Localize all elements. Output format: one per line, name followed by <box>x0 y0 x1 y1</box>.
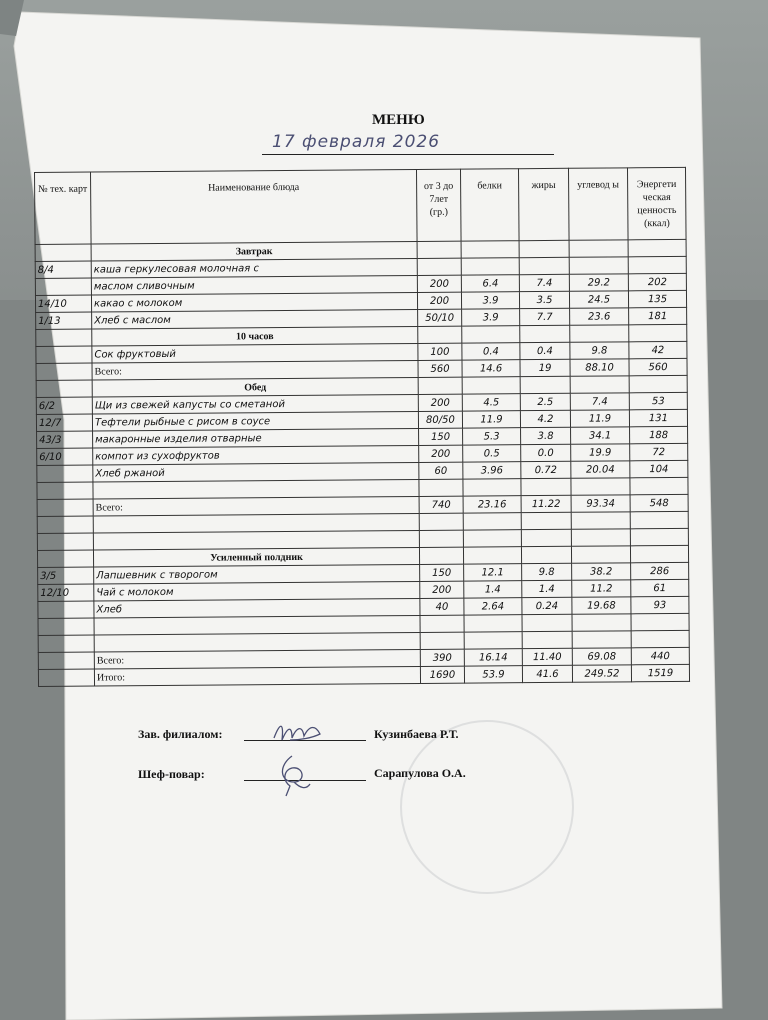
card-number: 12/7 <box>36 414 92 431</box>
total-label: Всего: <box>94 649 420 669</box>
energy-value: 93 <box>631 596 689 613</box>
carbs-value: 7.4 <box>570 393 629 410</box>
empty-cell <box>38 652 94 669</box>
header-energy: Энергети ческая ценность (ккал) <box>627 167 686 239</box>
section-snack: Усиленный полдник <box>93 547 419 567</box>
empty-cell <box>571 512 630 529</box>
empty-cell <box>419 513 463 530</box>
dish-name: Щи из свежей капусты со сметаной <box>92 394 418 414</box>
total-label: Всего: <box>93 496 419 516</box>
empty-cell <box>521 529 571 546</box>
section-ten-oclock: 10 часов <box>92 326 418 346</box>
empty-cell <box>419 547 463 564</box>
energy-value: 61 <box>631 579 689 596</box>
carbs-value: 11.2 <box>572 580 631 597</box>
total-carbs: 69.08 <box>572 648 631 665</box>
chef-name: Сарапулова О.А. <box>374 766 466 780</box>
empty-cell <box>461 241 519 258</box>
empty-cell <box>572 631 631 648</box>
empty-cell <box>571 529 630 546</box>
card-number: 6/10 <box>37 448 93 465</box>
empty-cell <box>631 613 689 630</box>
fat-value: 0.0 <box>521 444 571 461</box>
protein-value: 11.9 <box>462 411 520 428</box>
fat-value <box>519 257 569 274</box>
energy-value: 131 <box>629 409 687 426</box>
empty-cell <box>420 615 464 632</box>
empty-cell <box>630 511 688 528</box>
total-carbs: 88.10 <box>570 359 629 376</box>
portion-value: 200 <box>418 394 462 411</box>
card-number: 1/13 <box>36 312 92 329</box>
page-title: МЕНЮ <box>372 112 425 128</box>
fat-value: 4.2 <box>520 410 570 427</box>
head-signature <box>270 718 330 746</box>
empty-cell <box>571 546 630 563</box>
empty-cell <box>521 478 571 495</box>
empty-cell <box>418 326 462 343</box>
header-fat: жиры <box>518 168 569 240</box>
empty-cell <box>419 479 463 496</box>
fat-value: 0.24 <box>522 597 572 614</box>
card-number <box>38 601 94 618</box>
empty-cell <box>463 479 521 496</box>
empty-cell <box>570 376 629 393</box>
protein-value: 5.3 <box>463 428 521 445</box>
total-protein: 53.9 <box>464 666 522 683</box>
empty-cell <box>36 329 92 346</box>
fat-value: 2.5 <box>520 393 570 410</box>
total-protein: 16.14 <box>464 649 522 666</box>
empty-cell <box>572 614 631 631</box>
total-protein: 14.6 <box>462 360 520 377</box>
empty-cell <box>629 375 687 392</box>
empty-cell <box>37 516 93 533</box>
empty-cell <box>38 618 94 635</box>
energy-value: 202 <box>628 273 686 290</box>
fat-value: 1.4 <box>522 580 572 597</box>
protein-value <box>461 258 519 275</box>
empty-cell <box>36 380 92 397</box>
empty-cell <box>521 546 571 563</box>
portion-value: 100 <box>418 343 462 360</box>
empty-cell <box>629 324 687 341</box>
dish-name: Хлеб с маслом <box>92 309 418 329</box>
energy-value: 181 <box>629 307 687 324</box>
empty-cell <box>522 614 572 631</box>
empty-cell <box>419 530 463 547</box>
energy-value: 53 <box>629 392 687 409</box>
dish-name: маслом сливочным <box>91 275 417 295</box>
head-label: Зав. филиалом: <box>138 727 223 741</box>
energy-value: 42 <box>629 341 687 358</box>
dish-name: Чай с молоком <box>94 581 420 601</box>
total-energy: 1519 <box>631 664 689 681</box>
header-carbs: углевод ы <box>568 168 628 240</box>
energy-value: 188 <box>630 426 688 443</box>
card-number <box>36 346 92 363</box>
menu-table-body <box>35 239 689 686</box>
portion-value <box>417 258 461 275</box>
carbs-value: 29.2 <box>569 274 628 291</box>
section-lunch: Обед <box>92 377 418 397</box>
card-number: 8/4 <box>35 261 91 278</box>
empty-cell <box>630 545 688 562</box>
section-breakfast: Завтрак <box>91 241 417 261</box>
empty-cell <box>38 669 94 686</box>
card-number: 6/2 <box>36 397 92 414</box>
portion-value: 200 <box>417 292 461 309</box>
fat-value: 0.4 <box>520 342 570 359</box>
dish-name: Тефтели рыбные с рисом в соусе <box>92 411 418 431</box>
empty-cell <box>420 632 464 649</box>
total-portion: 560 <box>418 360 462 377</box>
protein-value: 0.4 <box>462 343 520 360</box>
carbs-value: 19.68 <box>572 597 631 614</box>
empty-cell <box>571 478 630 495</box>
protein-value: 2.64 <box>464 598 522 615</box>
total-portion: 740 <box>419 496 463 513</box>
carbs-value: 20.04 <box>571 461 630 478</box>
empty-cell <box>418 377 462 394</box>
carbs-value: 38.2 <box>572 563 631 580</box>
dish-name: каша геркулесовая молочная с <box>91 258 417 278</box>
carbs-value: 24.5 <box>569 291 628 308</box>
header-protein: белки <box>460 169 519 241</box>
empty-cell <box>37 499 93 516</box>
portion-value: 150 <box>419 428 463 445</box>
header-portion: от 3 до 7лет (гр.) <box>416 169 461 241</box>
chef-label: Шеф-повар: <box>138 767 205 781</box>
protein-value: 3.9 <box>461 292 519 309</box>
portion-value: 200 <box>419 445 463 462</box>
card-number: 14/10 <box>35 295 91 312</box>
empty-cell <box>463 547 521 564</box>
empty-cell <box>463 513 521 530</box>
dish-name: компот из сухофруктов <box>93 445 419 465</box>
carbs-value <box>569 257 628 274</box>
portion-value: 200 <box>420 581 464 598</box>
protein-value: 12.1 <box>464 564 522 581</box>
empty-cell <box>37 550 93 567</box>
card-number: 43/3 <box>37 431 93 448</box>
empty-cell <box>462 377 520 394</box>
total-energy: 440 <box>631 647 689 664</box>
card-number <box>35 278 91 295</box>
menu-table <box>34 167 690 687</box>
empty-cell <box>37 482 93 499</box>
fat-value: 3.5 <box>519 291 569 308</box>
empty-cell <box>463 530 521 547</box>
empty-cell <box>417 241 461 258</box>
card-number <box>37 465 93 482</box>
dish-name: макаронные изделия отварные <box>93 428 419 448</box>
total-energy: 548 <box>630 494 688 511</box>
total-fat: 11.40 <box>522 648 572 665</box>
empty-cell <box>570 325 629 342</box>
fat-value: 3.8 <box>521 427 571 444</box>
carbs-value: 9.8 <box>570 342 629 359</box>
dish-name: Хлеб <box>94 598 420 618</box>
card-number: 12/10 <box>38 584 94 601</box>
carbs-value: 19.9 <box>571 444 630 461</box>
portion-value: 60 <box>419 462 463 479</box>
protein-value: 0.5 <box>463 445 521 462</box>
header-dish-name: Наименование блюда <box>91 169 418 244</box>
portion-value: 40 <box>420 598 464 615</box>
dish-name: Сок фруктовый <box>92 343 418 363</box>
date-underline <box>262 154 554 155</box>
energy-value: 286 <box>631 562 689 579</box>
fat-value: 0.72 <box>521 461 571 478</box>
empty-cell <box>630 477 688 494</box>
energy-value <box>628 256 686 273</box>
fat-value: 7.7 <box>520 308 570 325</box>
total-portion: 390 <box>420 649 464 666</box>
empty-cell <box>522 631 572 648</box>
total-label: Итого: <box>94 666 420 686</box>
total-carbs: 249.52 <box>572 665 631 682</box>
carbs-value: 34.1 <box>571 427 630 444</box>
energy-value: 135 <box>628 290 686 307</box>
carbs-value: 23.6 <box>570 308 629 325</box>
total-fat: 41.6 <box>522 665 572 682</box>
total-fat: 19 <box>520 359 570 376</box>
total-protein: 23.16 <box>463 496 521 513</box>
protein-value: 4.5 <box>462 394 520 411</box>
portion-value: 200 <box>417 275 461 292</box>
empty-cell <box>462 326 520 343</box>
empty-cell <box>520 325 570 342</box>
head-name: Кузинбаева Р.Т. <box>374 727 459 741</box>
dish-name: Лапшевник с творогом <box>94 564 420 584</box>
protein-value: 3.9 <box>462 309 520 326</box>
portion-value: 150 <box>420 564 464 581</box>
total-label: Всего: <box>92 360 418 380</box>
empty-cell <box>35 244 91 261</box>
total-carbs: 93.34 <box>571 495 630 512</box>
empty-cell <box>631 630 689 647</box>
dish-name: какао с молоком <box>91 292 417 312</box>
fat-value: 9.8 <box>522 563 572 580</box>
energy-value: 104 <box>630 460 688 477</box>
empty-cell <box>464 632 522 649</box>
portion-value: 50/10 <box>418 309 462 326</box>
empty-cell <box>37 533 93 550</box>
empty-cell <box>36 363 92 380</box>
empty-cell <box>519 240 569 257</box>
empty-cell <box>569 240 628 257</box>
protein-value: 6.4 <box>461 275 519 292</box>
empty-cell <box>520 376 570 393</box>
chef-signature <box>270 752 320 798</box>
empty-cell <box>521 512 571 529</box>
empty-cell <box>464 615 522 632</box>
menu-date: 17 февраля 2026 <box>272 132 441 152</box>
total-fat: 11.22 <box>521 495 571 512</box>
empty-cell <box>38 635 94 652</box>
empty-cell <box>630 528 688 545</box>
protein-value: 1.4 <box>464 581 522 598</box>
energy-value: 72 <box>630 443 688 460</box>
protein-value: 3.96 <box>463 462 521 479</box>
header-card-no: № тех. карт <box>35 172 92 244</box>
total-energy: 560 <box>629 358 687 375</box>
fat-value: 7.4 <box>519 274 569 291</box>
empty-cell <box>628 239 686 256</box>
faint-stamp <box>400 720 574 894</box>
dish-name: Хлеб ржаной <box>93 462 419 482</box>
card-number: 3/5 <box>38 567 94 584</box>
total-portion: 1690 <box>420 666 464 683</box>
carbs-value: 11.9 <box>570 410 629 427</box>
portion-value: 80/50 <box>418 411 462 428</box>
